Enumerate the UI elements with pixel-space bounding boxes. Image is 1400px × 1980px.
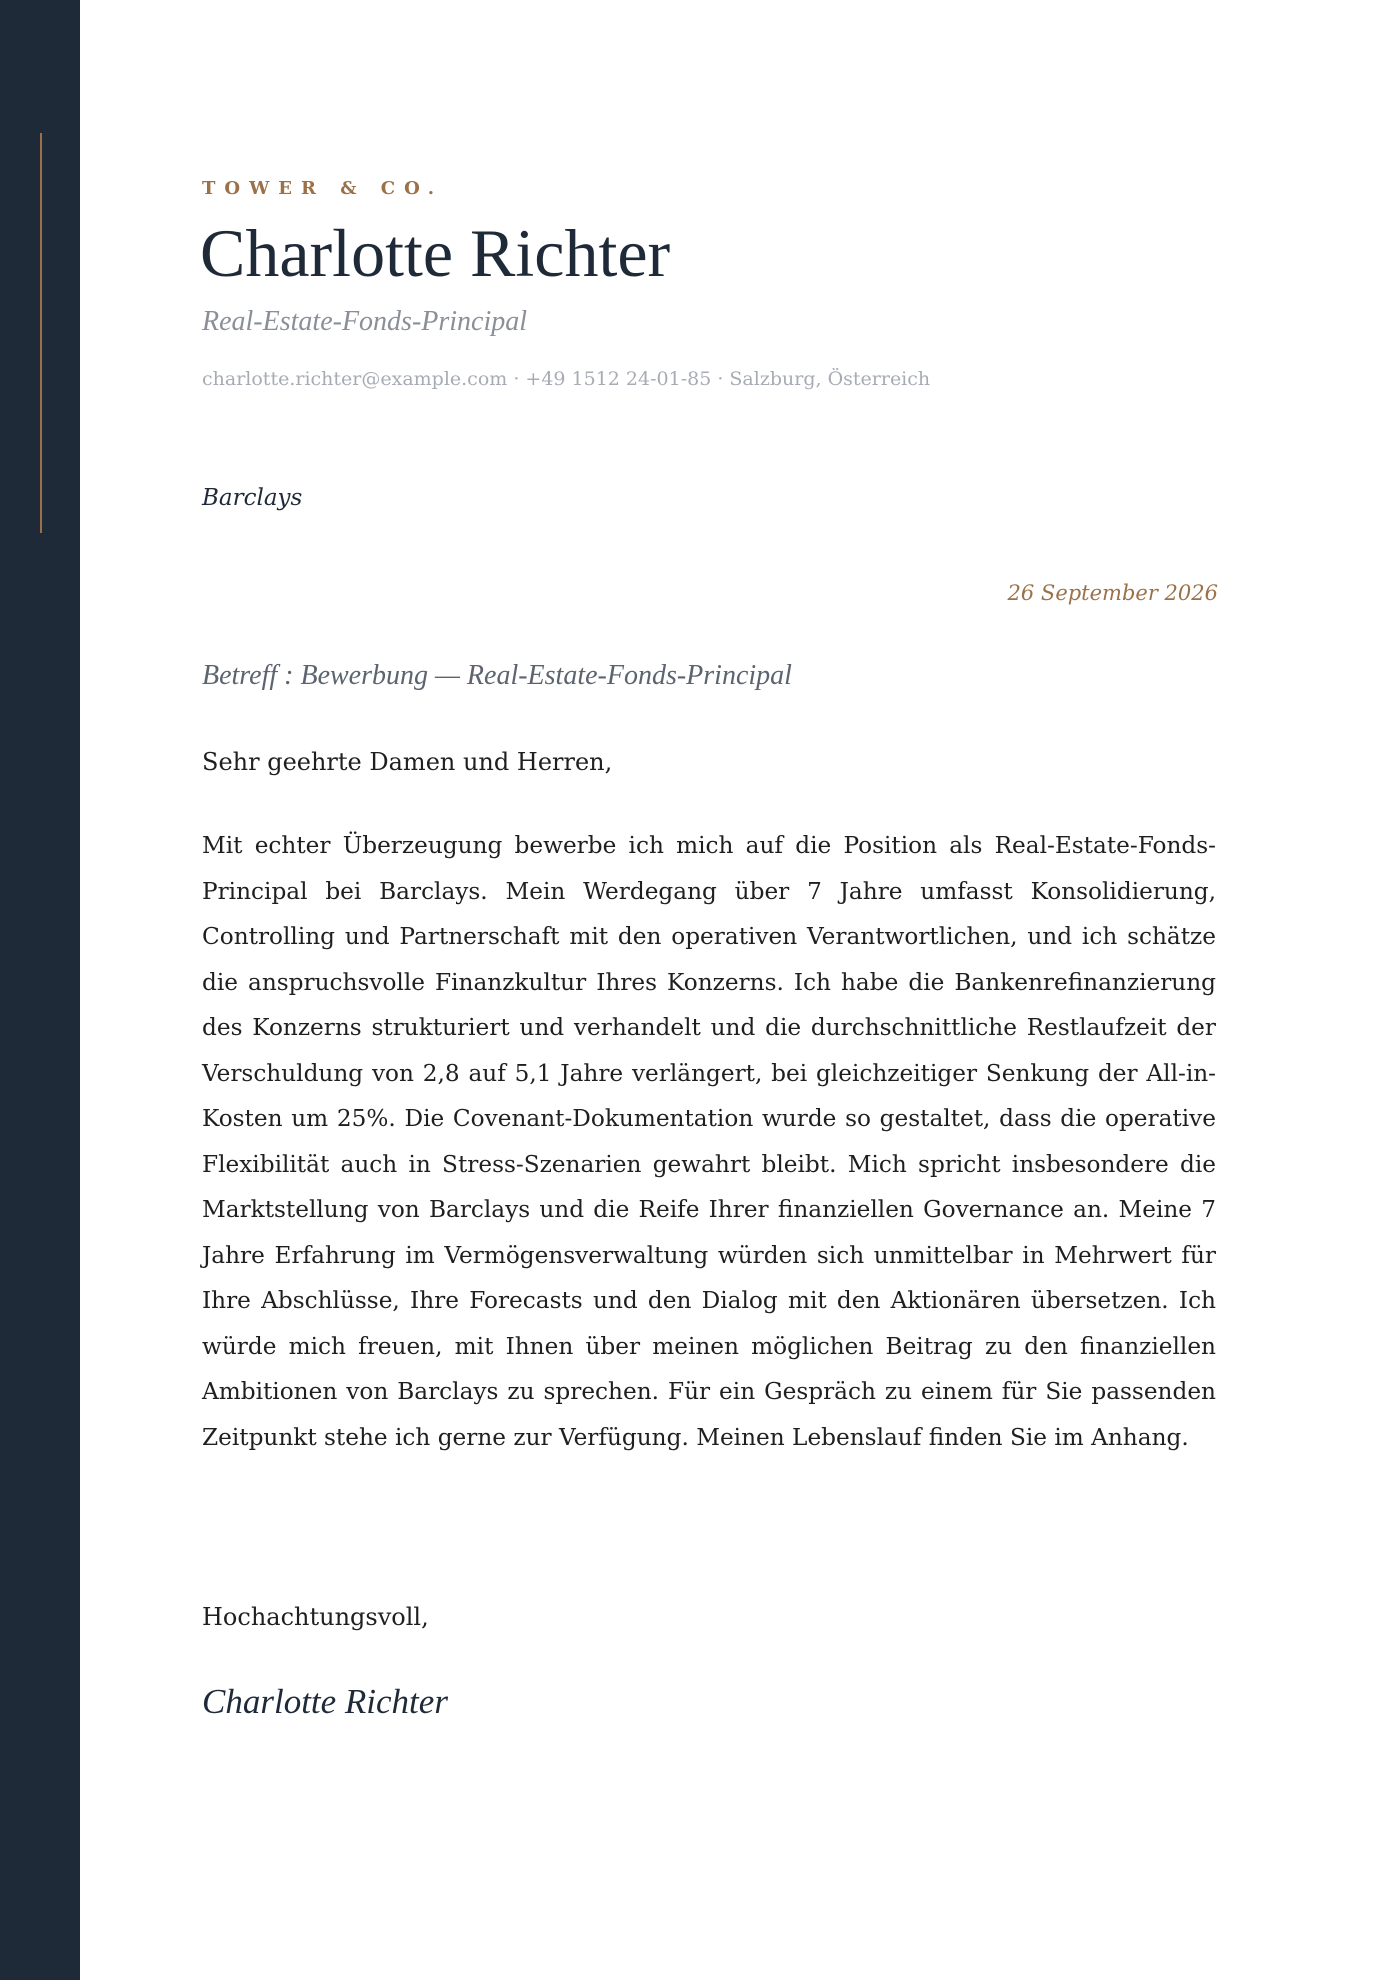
- closing: Hochachtungsvoll,: [202, 1603, 429, 1631]
- letter-body: Mit echter Überzeugung bewerbe ich mich auf die Position als Real-Estate-Fonds-Principal bei Barclays. Mein Werdegang über 7 Jahre umfasst Konsolidierung, Controlling und Partnerschaft mit den operativen Verantwortlichen, und ich schätze die anspruchsvolle Finanzkultur Ihres Konzerns. Ich habe die Bankenrefinanzierung des Konzerns strukturiert und verhandelt und die durchschnittliche Restlaufzeit der Verschuldung von 2,8 auf 5,1 Jahre verlängert, bei gleichzeitiger Senkung der All-in-Kosten um 25%. Die Covenant-Dokumentation wurde so gestaltet, dass die operative Flexibilität auch in Stress-Szenarien gewahrt bleibt. Mich spricht insbesondere die Marktstellung von Barclays und die Reife Ihrer finanziellen Governance an. Meine 7 Jahre Erfahrung im Vermögensverwaltung würden sich unmittelbar in Mehrwert für Ihre Abschlüsse, Ihre Forecasts und den Dialog mit den Aktionären übersetzen. Ich würde mich freuen, mit Ihnen über meinen möglichen Beitrag zu den finanziellen Ambitionen von Barclays zu sprechen. Für ein Gespräch zu einem für Sie passenden Zeitpunkt stehe ich gerne zur Verfügung. Meinen Lebenslauf finden Sie im Anhang.: [202, 832, 1216, 1451]
- letter-date: 26 September 2026: [1007, 581, 1218, 605]
- signature: Charlotte Richter: [202, 1682, 448, 1721]
- firm-name: TOWER & CO.: [202, 178, 443, 199]
- sender-name: Charlotte Richter: [200, 215, 671, 291]
- recipient: Barclays: [202, 485, 303, 511]
- salutation: Sehr geehrte Damen und Herren,: [202, 748, 613, 776]
- sender-role: Real-Estate-Fonds-Principal: [202, 306, 528, 337]
- sidebar-accent-rule: [40, 133, 42, 533]
- sender-contact: charlotte.richter@example.com · +49 1512 24-01-85 · Salzburg, Österreich: [202, 368, 931, 390]
- subject-line: Betreff : Bewerbung — Real-Estate-Fonds-Principal: [202, 660, 792, 691]
- sidebar-band: [0, 0, 80, 1980]
